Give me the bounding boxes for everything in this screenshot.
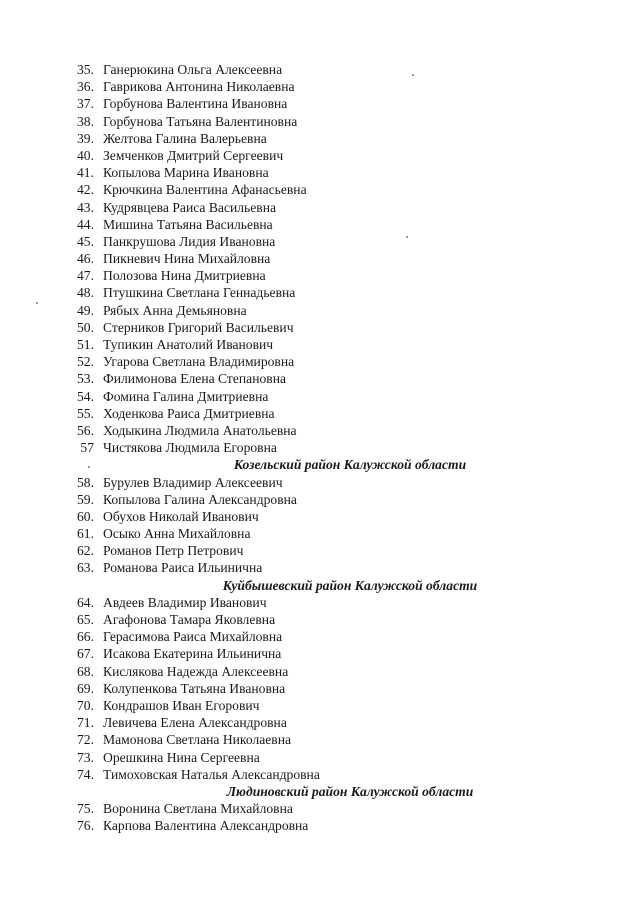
list-item-name: Филимонова Елена Степановна	[103, 371, 287, 387]
list-item-name: Тупикин Анатолий Иванович	[103, 337, 274, 352]
list-item	[0, 199, 640, 216]
list-item-number: 52.	[77, 354, 94, 370]
list-item	[0, 95, 640, 112]
district-heading	[0, 456, 640, 473]
list-item-number: 74.	[77, 766, 94, 782]
list-item	[0, 113, 640, 130]
list-item	[0, 611, 640, 628]
list-item-name: Тимоховская Наталья Александровна	[103, 766, 320, 782]
list-item-number: 63.	[77, 560, 94, 576]
list-item-name: Кондрашов Иван Егорович	[103, 697, 260, 713]
list-item	[0, 559, 640, 576]
list-item-number: 47.	[77, 268, 94, 284]
list-item-number: 71.	[77, 715, 94, 731]
district-heading-text: Людиновский район Калужской области	[226, 783, 474, 799]
list-item-name: Карпова Валентина Александровна	[103, 818, 309, 834]
list-item-name: Осыко Анна Михайловна	[103, 526, 251, 542]
list-item-number: 42.	[77, 182, 94, 198]
list-item-number: 57	[80, 440, 94, 456]
list-item	[0, 422, 640, 439]
list-item	[0, 439, 640, 456]
list-item-name: Горбунова Валентина Ивановна	[103, 96, 288, 112]
list-item-name: Агафонова Тамара Яковлевна	[103, 612, 276, 627]
name-list	[0, 61, 640, 834]
list-item-number: 48.	[77, 285, 94, 301]
list-item-name: Пикневич Нина Михайловна	[103, 251, 271, 267]
list-item	[0, 525, 640, 542]
list-item-name: Стерников Григорий Васильевич	[103, 319, 294, 335]
list-item-number: 64.	[77, 594, 94, 610]
list-item	[0, 680, 640, 697]
list-item-number: 72.	[77, 732, 94, 748]
list-item-number: 62.	[77, 543, 94, 559]
list-item-number: 61.	[77, 526, 94, 542]
list-item-name: Левичева Елена Александровна	[103, 715, 287, 731]
list-item-name: Ходенкова Раиса Дмитриевна	[103, 405, 275, 421]
district-heading	[0, 577, 640, 594]
list-item	[0, 800, 640, 817]
list-item-name: Горбунова Татьяна Валентиновна	[103, 113, 298, 129]
list-item-name: Фомина Галина Дмитриевна	[103, 388, 269, 404]
list-item-name: Кудрявцева Раиса Васильевна	[103, 199, 277, 215]
list-item	[0, 749, 640, 766]
list-item-number: 54.	[77, 388, 94, 404]
district-heading-text: Куйбышевский район Калужской области	[222, 577, 478, 593]
list-item	[0, 353, 640, 370]
list-item-number: 40.	[77, 147, 94, 163]
list-item-name: Земченков Дмитрий Сергеевич	[103, 147, 284, 163]
list-item-number: 50.	[77, 319, 94, 335]
list-item	[0, 336, 640, 353]
list-item-number: 46.	[77, 251, 94, 267]
list-item	[0, 714, 640, 731]
list-item-name: Птушкина Светлана Геннадьевна	[103, 285, 296, 301]
list-item	[0, 78, 640, 95]
list-item-number: 69.	[77, 680, 94, 696]
list-item-number: 36.	[77, 79, 94, 95]
list-item-number: 37.	[77, 96, 94, 112]
list-item	[0, 508, 640, 525]
list-item-name: Полозова Нина Дмитриевна	[103, 268, 266, 284]
list-item-name: Исакова Екатерина Ильинична	[103, 646, 282, 662]
district-heading-text: Козельский район Калужской области	[233, 457, 467, 473]
list-item	[0, 817, 640, 834]
list-item	[0, 164, 640, 181]
list-item	[0, 250, 640, 267]
list-item	[0, 766, 640, 783]
list-item	[0, 370, 640, 387]
list-item-number: 65.	[77, 612, 94, 627]
list-item-number: 58.	[77, 474, 94, 490]
list-item-number: 55.	[77, 405, 94, 421]
list-item-number: 59.	[77, 491, 94, 507]
list-item	[0, 61, 640, 78]
list-item-number: 76.	[77, 818, 94, 834]
list-item-name: Угарова Светлана Владимировна	[103, 354, 295, 370]
list-item-name: Авдеев Владимир Иванович	[103, 594, 267, 610]
list-item-name: Герасимова Раиса Михайловна	[103, 629, 283, 645]
list-item	[0, 302, 640, 319]
list-item-name: Романов Петр Петрович	[103, 543, 244, 559]
list-item	[0, 267, 640, 284]
list-item	[0, 284, 640, 301]
list-item-name: Копылова Галина Александровна	[103, 491, 297, 507]
list-item-name: Мамонова Светлана Николаевна	[103, 732, 292, 748]
list-item-name: Копылова Марина Ивановна	[103, 165, 269, 181]
list-item-number: 35.	[77, 62, 94, 77]
list-item-number: 66.	[77, 629, 94, 645]
list-item	[0, 594, 640, 611]
list-item-number: 75.	[77, 801, 94, 817]
list-item-number: 39.	[77, 130, 94, 146]
list-item-name: Ганерюкина Ольга Алексеевна	[103, 62, 283, 77]
list-item-number: 44.	[77, 216, 94, 232]
list-item-name: Чистякова Людмила Егоровна	[103, 440, 277, 456]
list-item-name: Желтова Галина Валерьевна	[103, 130, 267, 146]
list-item	[0, 628, 640, 645]
list-item-name: Гаврикова Антонина Николаевна	[103, 79, 295, 95]
list-item	[0, 542, 640, 559]
list-item-number: 56.	[77, 422, 94, 438]
list-item	[0, 216, 640, 233]
list-item-number: 43.	[77, 199, 94, 215]
list-item-number: 60.	[77, 508, 94, 524]
list-item-name: Колупенкова Татьяна Ивановна	[103, 680, 286, 696]
list-item-number: 51.	[77, 337, 94, 352]
list-item-name: Обухов Николай Иванович	[103, 508, 259, 524]
list-item	[0, 645, 640, 662]
list-item	[0, 663, 640, 680]
list-item-number: 49.	[77, 302, 94, 318]
list-item-number: 73.	[77, 749, 94, 765]
list-item	[0, 731, 640, 748]
list-item	[0, 697, 640, 714]
list-item-name: Панкрушова Лидия Ивановна	[103, 233, 276, 249]
list-item	[0, 130, 640, 147]
list-item-number: 68.	[77, 663, 94, 679]
list-item-name: Крючкина Валентина Афанасьевна	[103, 182, 307, 198]
district-heading	[0, 783, 640, 800]
list-item	[0, 147, 640, 164]
list-item	[0, 405, 640, 422]
list-item-number: 67.	[77, 646, 94, 662]
list-item	[0, 233, 640, 250]
list-item-number: 45.	[77, 233, 94, 249]
list-item	[0, 491, 640, 508]
list-item-name: Воронина Светлана Михайловна	[103, 801, 293, 817]
list-item-name: Кислякова Надежда Алексеевна	[103, 663, 289, 679]
list-item-number: 70.	[77, 697, 94, 713]
list-item	[0, 388, 640, 405]
list-item	[0, 181, 640, 198]
list-item-name: Ходыкина Людмила Анатольевна	[103, 422, 297, 438]
list-item-name: Бурулев Владимир Алексеевич	[103, 474, 283, 490]
list-item-name: Орешкина Нина Сергеевна	[103, 749, 260, 765]
list-item-number: 41.	[77, 165, 94, 181]
list-item-name: Мишина Татьяна Васильевна	[103, 216, 273, 232]
list-item-name: Рябых Анна Демьяновна	[103, 302, 247, 318]
list-item-name: Романова Раиса Ильинична	[103, 560, 263, 576]
list-item-number: 38.	[77, 113, 94, 129]
list-item-number: 53.	[77, 371, 94, 387]
list-item	[0, 474, 640, 491]
list-item	[0, 319, 640, 336]
